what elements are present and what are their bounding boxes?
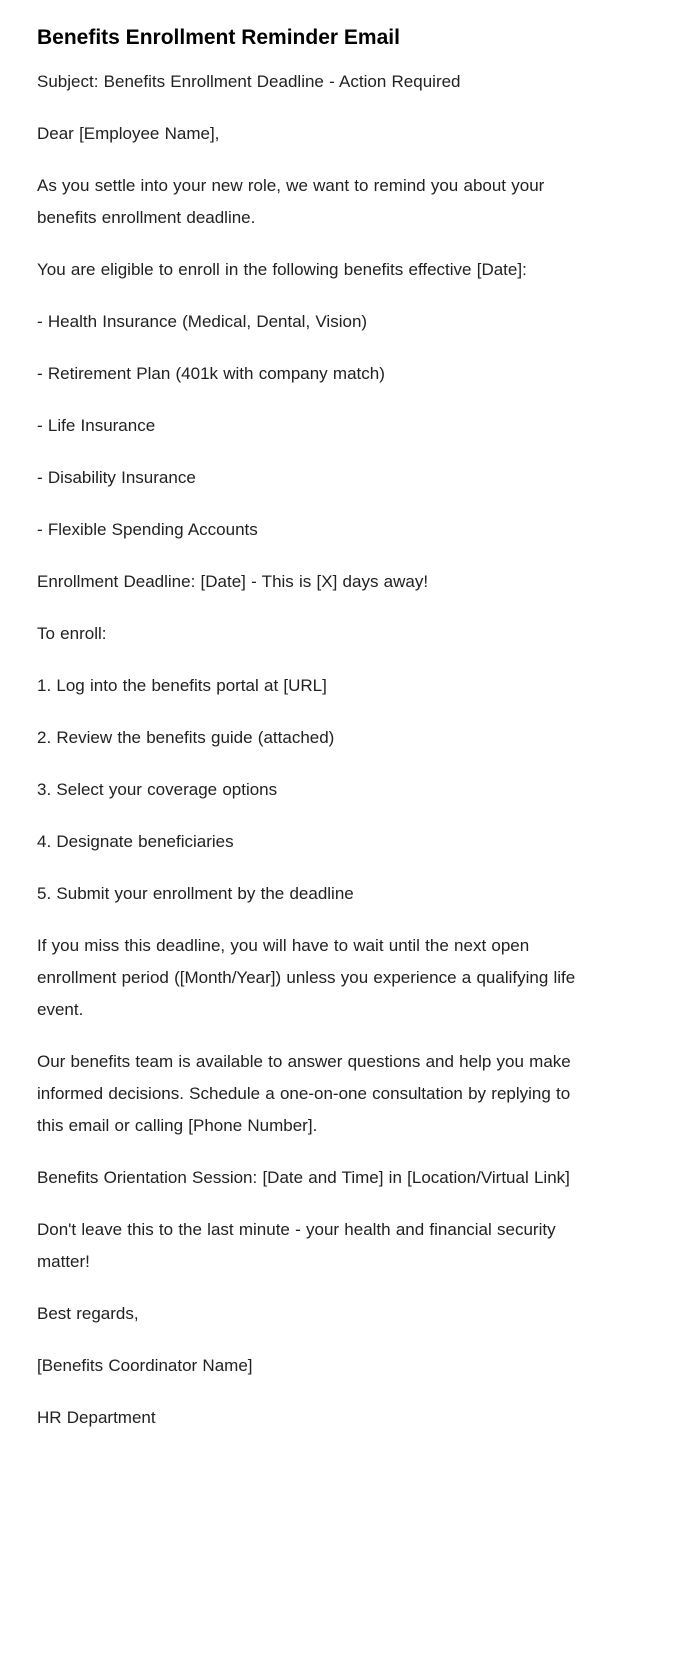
paragraph: - Retirement Plan (401k with company match) (37, 364, 385, 383)
email-body (37, 66, 587, 1434)
page-title: Benefits Enrollment Reminder Email (37, 26, 400, 49)
paragraph: As you settle into your new role, we want to remind you about your benefits enrollment deadline. (37, 176, 545, 227)
paragraph: If you miss this deadline, you will have to wait until the next open enrollment period ([Month/Year]) unless you experience a qualifying life event. (37, 936, 576, 1019)
paragraph: Benefits Orientation Session: [Date and Time] in [Location/Virtual Link] (37, 1168, 570, 1187)
paragraph: To enroll: (37, 624, 107, 643)
paragraph: - Disability Insurance (37, 468, 196, 487)
paragraph: 5. Submit your enrollment by the deadline (37, 884, 354, 903)
paragraph: You are eligible to enroll in the following benefits effective [Date]: (37, 260, 527, 279)
paragraph: 2. Review the benefits guide (attached) (37, 728, 335, 747)
paragraph: Dear [Employee Name], (37, 124, 220, 143)
paragraph: - Flexible Spending Accounts (37, 520, 258, 539)
paragraph: Best regards, (37, 1304, 139, 1323)
paragraph: 4. Designate beneficiaries (37, 832, 234, 851)
paragraph: Our benefits team is available to answer questions and help you make informed decisions. Schedule a one-on-one consultation by replying to this email or calling [Phone Number]. (37, 1052, 571, 1135)
paragraph: Don't leave this to the last minute - your health and financial security matter! (37, 1220, 556, 1271)
paragraph: - Health Insurance (Medical, Dental, Vision) (37, 312, 368, 331)
paragraph: - Life Insurance (37, 416, 156, 435)
paragraph: 3. Select your coverage options (37, 780, 278, 799)
paragraph: [Benefits Coordinator Name] (37, 1356, 253, 1375)
paragraph: Subject: Benefits Enrollment Deadline - Action Required (37, 72, 461, 91)
paragraph: Enrollment Deadline: [Date] - This is [X] days away! (37, 572, 429, 591)
paragraph: HR Department (37, 1408, 156, 1427)
paragraph: 1. Log into the benefits portal at [URL] (37, 676, 327, 695)
